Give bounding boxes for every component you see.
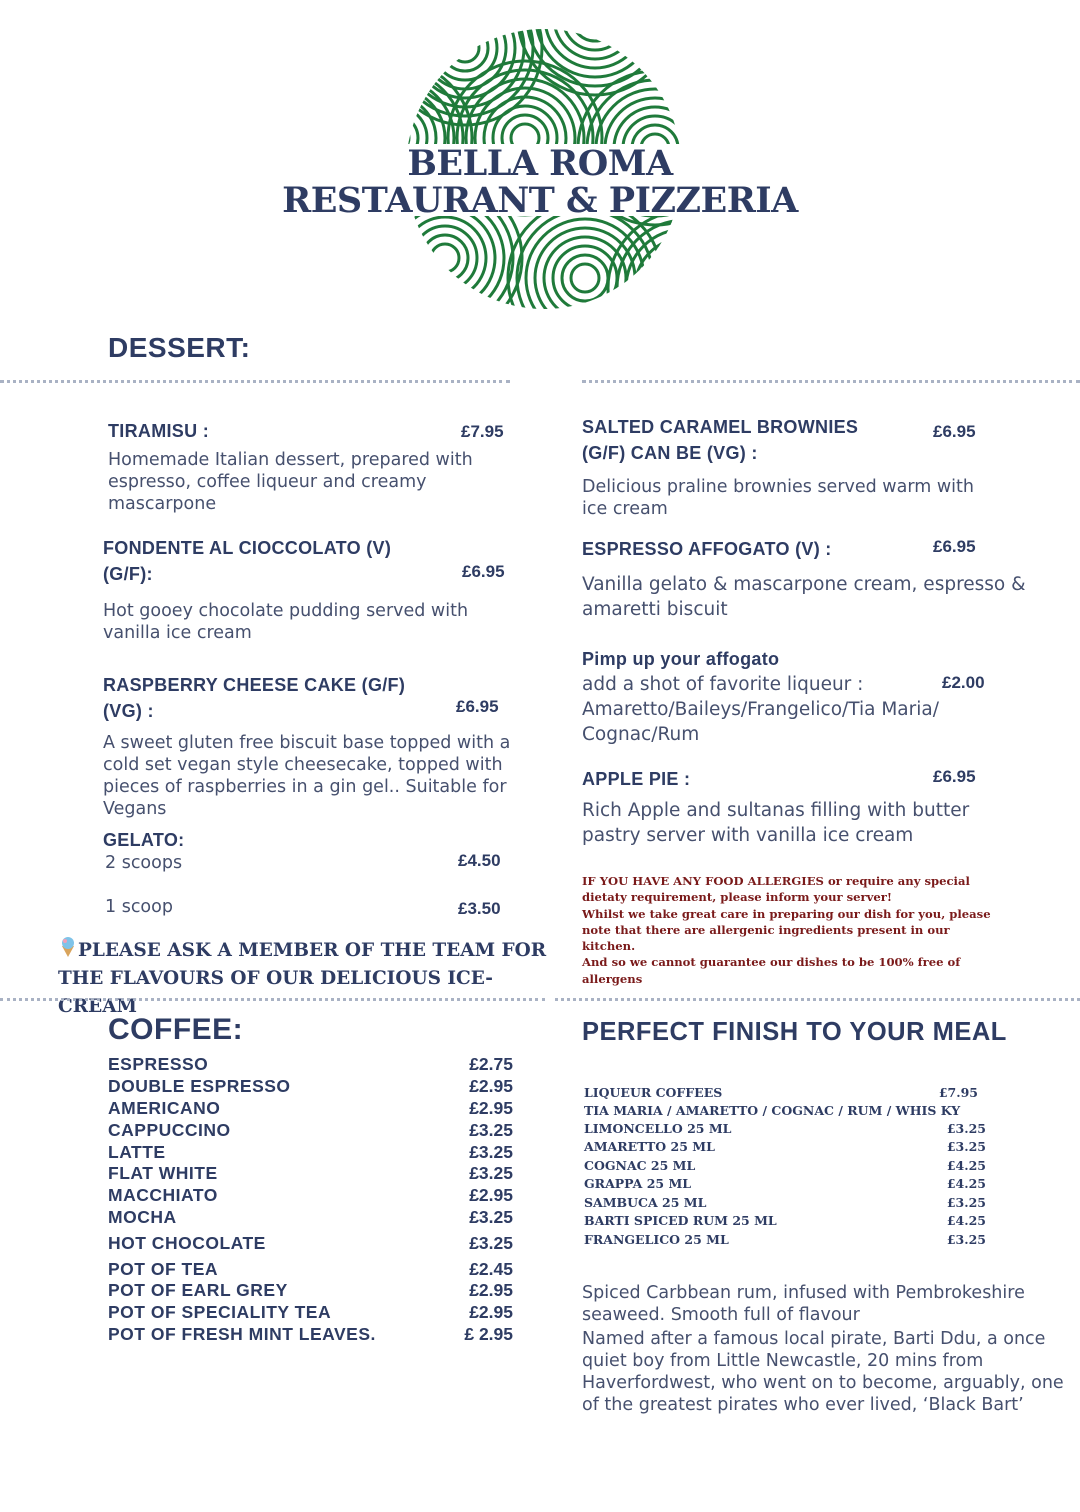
coffee-item-price: £3.25 — [469, 1163, 513, 1183]
gelato-option-label: 2 scoops — [105, 853, 183, 873]
coffee-item — [108, 1185, 513, 1207]
coffee-item-name: POT OF FRESH MINT LEAVES. — [108, 1324, 376, 1344]
liqueur-item — [584, 1176, 986, 1194]
ice-cream-notice-text: PLEASE ASK A MEMBER OF THE TEAM FOR THE FLAVOURS OF OUR DELICIOUS ICE-CREAM — [58, 940, 547, 1017]
coffee-item — [108, 1163, 513, 1185]
dessert-item-desc: Rich Apple and sultanas filling with butter pastry server with vanilla ice cream — [582, 800, 970, 846]
finish-title: PERFECT FINISH TO YOUR MEAL — [582, 1018, 1007, 1046]
liqueur-item-price: £3.25 — [946, 1139, 986, 1154]
coffee-item — [108, 1207, 513, 1229]
coffee-item-name: POT OF SPECIALITY TEA — [108, 1302, 332, 1322]
coffee-item — [108, 1120, 513, 1142]
liqueur-item-name: COGNAC 25 ML — [584, 1158, 696, 1173]
liqueur-name: LIQUEUR COFFEES — [584, 1085, 723, 1100]
allergy-line: And so we cannot guarantee our dishes to be 100% free of allergens — [582, 955, 961, 986]
coffee-item-name: LATTE — [108, 1142, 166, 1162]
liqueur-item-name: AMARETTO 25 ML — [584, 1139, 715, 1154]
liqueur-item-name: LIMONCELLO 25 ML — [584, 1121, 732, 1136]
coffee-title: COFFEE: — [108, 1013, 244, 1046]
coffee-item — [108, 1076, 513, 1098]
coffee-item-name: MACCHIATO — [108, 1185, 218, 1205]
liqueur-item-price: £3.25 — [946, 1232, 986, 1247]
dessert-item-name: TIRAMISU : — [108, 421, 209, 441]
dessert-item-name: RASPBERRY CHEESE CAKE (G/F) (VG) : — [103, 675, 406, 721]
liqueur-price: £7.95 — [938, 1085, 978, 1100]
coffee-item — [108, 1280, 513, 1302]
coffee-item-price: £2.95 — [469, 1098, 513, 1118]
coffee-item-price: £ 2.95 — [464, 1324, 513, 1344]
divider — [582, 380, 1080, 383]
dessert-item-desc: Hot gooey chocolate pudding served with vanilla ice cream — [103, 601, 469, 643]
dessert-item-desc: Homemade Italian dessert, prepared with espresso, coffee liqueur and creamy mascarpone — [108, 450, 473, 514]
ice-cream-icon — [58, 936, 78, 956]
dessert-title: DESSERT: — [108, 332, 251, 363]
allergy-line: IF YOU HAVE ANY FOOD ALLERGIES or require any special dietaty requirement, please inform your server! — [582, 874, 970, 905]
dessert-item-price: £6.95 — [456, 697, 499, 716]
dessert-item-price: £6.95 — [462, 562, 505, 581]
coffee-item-price: £2.95 — [469, 1280, 513, 1300]
coffee-item-name: POT OF EARL GREY — [108, 1280, 288, 1300]
coffee-item-name: DOUBLE ESPRESSO — [108, 1076, 291, 1096]
brand-name: BELLA ROMA — [407, 143, 673, 184]
pimp-price: £2.00 — [942, 673, 985, 692]
liqueur-coffees-row — [584, 1085, 986, 1103]
dessert-item-name: ESPRESSO AFFOGATO (V) : — [582, 539, 832, 559]
coffee-item-name: FLAT WHITE — [108, 1163, 218, 1183]
coffee-item — [108, 1054, 513, 1076]
liqueur-item-name: FRANGELICO 25 ML — [584, 1232, 729, 1247]
liqueur-item-name: GRAPPA 25 ML — [584, 1176, 692, 1191]
dessert-item-price: £7.95 — [461, 422, 504, 441]
liqueur-item — [584, 1213, 986, 1231]
coffee-item-price: £2.95 — [469, 1076, 513, 1096]
liqueur-item — [584, 1139, 986, 1157]
divider — [555, 998, 1080, 1001]
dessert-item-price: £6.95 — [933, 422, 976, 441]
dessert-item-name: FONDENTE AL CIOCCOLATO (V) (G/F): — [103, 538, 392, 584]
coffee-item-name: HOT CHOCOLATE — [108, 1233, 266, 1253]
liqueur-item-name: BARTI SPICED RUM 25 ML — [584, 1213, 777, 1228]
liqueur-item — [584, 1121, 986, 1139]
coffee-item-name: MOCHA — [108, 1207, 177, 1227]
coffee-item-price: £2.75 — [469, 1054, 513, 1074]
rum-description: Spiced Carbbean rum, infused with Pembrokeshire seaweed. Smooth full of flavour — [582, 1283, 1025, 1325]
brand-subtitle: RESTAURANT & PIZZERIA — [282, 180, 798, 221]
coffee-item-price: £2.95 — [469, 1302, 513, 1322]
pimp-title: Pimp up your affogato — [582, 649, 780, 669]
liqueur-item — [584, 1158, 986, 1176]
liqueur-item-price: £4.25 — [946, 1213, 986, 1228]
liqueur-item-price: £4.25 — [946, 1176, 986, 1191]
dessert-item-name: SALTED CARAMEL BROWNIES (G/F) CAN BE (VG) : — [582, 417, 859, 463]
coffee-item — [108, 1098, 513, 1120]
divider — [0, 380, 510, 383]
coffee-item-name: AMERICANO — [108, 1098, 221, 1118]
coffee-item-price: £3.25 — [469, 1142, 513, 1162]
coffee-item — [108, 1259, 513, 1281]
liqueur-options: TIA MARIA / AMARETTO / COGNAC / RUM / WHIS KY — [584, 1103, 961, 1118]
coffee-item — [108, 1302, 513, 1324]
liqueur-item — [584, 1195, 986, 1213]
liqueur-coffees-options — [584, 1103, 986, 1121]
dessert-item-price: £6.95 — [933, 767, 976, 786]
dessert-item-desc: A sweet gluten free biscuit base topped with a cold set vegan style cheesecake, topped with pieces of raspberries in a gin gel.. Suitable for Vegans — [103, 733, 511, 819]
coffee-item — [108, 1324, 513, 1346]
coffee-item-name: POT OF TEA — [108, 1259, 218, 1279]
liqueur-item — [584, 1232, 986, 1250]
allergy-notice — [582, 873, 1002, 987]
dessert-item-desc: Vanilla gelato & mascarpone cream, espresso & amaretti biscuit — [582, 574, 1026, 620]
liqueur-item-price: £4.25 — [946, 1158, 986, 1173]
coffee-item — [108, 1233, 513, 1255]
coffee-item-price: £3.25 — [469, 1120, 513, 1140]
gelato-option-label: 1 scoop — [105, 897, 173, 917]
liqueur-item-name: SAMBUCA 25 ML — [584, 1195, 707, 1210]
coffee-item — [108, 1142, 513, 1164]
coffee-item-name: CAPPUCCINO — [108, 1120, 231, 1140]
coffee-item-name: ESPRESSO — [108, 1054, 209, 1074]
rum-story: Named after a famous local pirate, Barti Ddu, a once quiet boy from Little Newcastle, 20 mins from Haverfordwest, who went on to become, arguably, one of the greatest pirates who ever lived, ‘Black Bart’ — [582, 1329, 1064, 1415]
allergy-line: Whilst we take great care in preparing our dish for you, please note that there are allergenic ingredients present in our kitchen. — [582, 906, 991, 954]
ice-cream-notice — [58, 936, 558, 1021]
coffee-item-price: £2.45 — [469, 1259, 513, 1279]
coffee-item-price: £3.25 — [469, 1207, 513, 1227]
coffee-item-price: £3.25 — [469, 1233, 513, 1253]
gelato-option-price: £4.50 — [458, 851, 501, 870]
gelato-title: GELATO: — [103, 830, 185, 850]
dessert-item-price: £6.95 — [933, 537, 976, 556]
liqueur-item-price: £3.25 — [946, 1195, 986, 1210]
dessert-item-desc: Delicious praline brownies served warm with ice cream — [582, 477, 974, 519]
divider — [0, 998, 545, 1001]
liqueur-item-price: £3.25 — [946, 1121, 986, 1136]
dessert-item-name: APPLE PIE : — [582, 769, 691, 789]
pimp-line: add a shot of favorite liqueur : — [582, 674, 864, 695]
gelato-option-price: £3.50 — [458, 899, 501, 918]
pimp-liqueurs: Amaretto/Baileys/Frangelico/Tia Maria/ Cognac/Rum — [582, 699, 939, 745]
coffee-item-price: £2.95 — [469, 1185, 513, 1205]
